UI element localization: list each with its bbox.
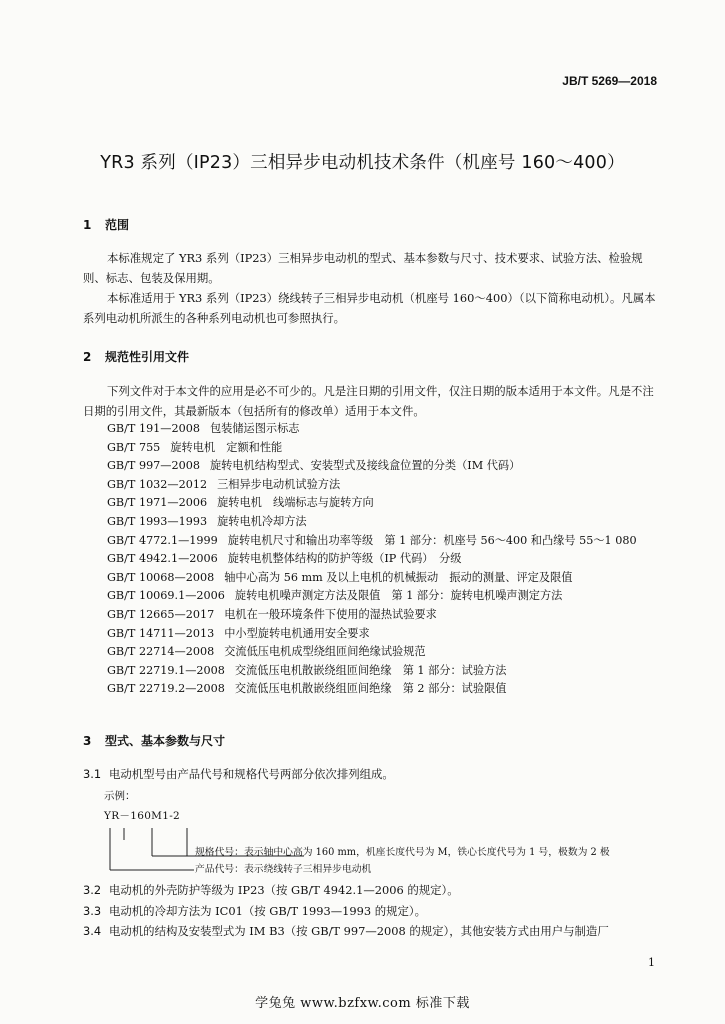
reference-title: 包装储运图示标志 — [209, 422, 300, 435]
spec-code-note: 规格代号：表示轴中心高为 160 mm，机座长度代号为 M，铁心长度代号为 1 号，极数为 2 极 — [195, 847, 610, 858]
reference-title: 旋转电机结构型式、安装型式及接线盒位置的分类（IM 代码） — [209, 459, 521, 473]
section-3-number: 3 — [83, 734, 92, 748]
section-2-number: 2 — [83, 350, 92, 364]
reference-title: 旋转电机冷却方法 — [217, 514, 307, 528]
reference-item — [107, 587, 637, 606]
page-number: 1 — [648, 956, 655, 969]
reference-code: GB/T 4942.1—2006 — [107, 552, 218, 566]
reference-title: 中小型旋转电机通用安全要求 — [224, 626, 370, 640]
section-3-heading — [83, 732, 225, 749]
reference-title: 轴中心高为 56 mm 及以上电机的机械振动 振动的测量、评定及限值 — [224, 570, 573, 584]
clause-3-4 — [83, 922, 609, 940]
reference-code: GB/T 4772.1—1999 — [107, 533, 218, 547]
clause-3-3-number: 3.3 — [83, 904, 102, 918]
clause-3-2-number: 3.2 — [83, 883, 102, 897]
reference-code: GB/T 22719.1—2008 — [107, 663, 225, 677]
document-title: YR3 系列（IP23）三相异步电动机技术条件（机座号 160～400） — [100, 153, 625, 173]
references-intro: 下列文件对于本文件的应用是必不可少的。凡是注日期的引用文件，仅注日期的版本适用于本文件。凡是不注日期的引用文件，其最新版本（包括所有的修改单）适用于本文件。 — [83, 384, 654, 418]
section-2-heading — [83, 348, 189, 365]
clause-3-2-text: 电动机的外壳防护等级为 IP23（按 GB/T 4942.1—2006 的规定）。 — [109, 883, 459, 897]
reference-item — [107, 513, 637, 532]
clause-3-1-text: 电动机型号由产品代号和规格代号两部分依次排列组成。 — [109, 767, 394, 781]
reference-title: 旋转电机整体结构的防护等级（IP 代码） 分级 — [227, 552, 462, 566]
reference-title: 旋转电机尺寸和输出功率等级 第 1 部分：机座号 56～400 和凸缘号 55～1 080 — [227, 533, 637, 547]
reference-code: GB/T 10069.1—2006 — [107, 589, 225, 603]
reference-title: 旋转电机 线端标志与旋转方向 — [217, 496, 374, 510]
reference-item — [107, 476, 637, 495]
reference-title: 三相异步电动机试验方法 — [217, 477, 341, 491]
scope-paragraph-2: 本标准适用于 YR3 系列（IP23）绕线转子三相异步电动机（机座号 160～400）（以下简称电动机）。凡属本系列电动机所派生的各种系列电动机也可参照执行。 — [83, 291, 656, 325]
clause-3-4-text: 电动机的结构及安装型式为 IM B3（按 GB/T 997—2008 的规定），其他安装方式由用户与制造厂 — [109, 924, 609, 938]
reference-code: GB/T 997—2008 — [107, 459, 200, 473]
section-2-title: 规范性引用文件 — [105, 350, 190, 364]
reference-code: GB/T 14711—2013 — [107, 626, 215, 640]
reference-item — [107, 625, 637, 644]
reference-item — [107, 420, 637, 439]
reference-code: GB/T 10068—2008 — [107, 570, 215, 584]
reference-item — [107, 532, 637, 551]
standard-number: JB/T 5269—2018 — [562, 74, 657, 88]
reference-title: 交流低压电机散嵌绕组匝间绝缘 第 1 部分：试验方法 — [234, 663, 507, 677]
reference-item — [107, 662, 637, 681]
section-3-title: 型式、基本参数与尺寸 — [105, 734, 226, 748]
reference-item — [107, 494, 637, 513]
reference-code: GB/T 191—2008 — [107, 422, 200, 435]
reference-title: 旋转电机噪声测定方法及限值 第 1 部分：旋转电机噪声测定方法 — [234, 589, 563, 603]
reference-item — [107, 643, 637, 662]
reference-title: 电机在一般环境条件下使用的湿热试验要求 — [224, 607, 437, 621]
reference-code: GB/T 22719.2—2008 — [107, 682, 225, 696]
section-1-heading — [83, 216, 129, 233]
reference-list — [107, 420, 637, 699]
reference-item — [107, 439, 637, 458]
reference-item — [107, 680, 637, 699]
reference-item — [107, 457, 637, 476]
product-code-note: 产品代号：表示绕线转子三相异步电动机 — [195, 864, 372, 875]
reference-title: 旋转电机 定额和性能 — [170, 440, 283, 454]
reference-item — [107, 550, 637, 569]
example-label: 示例： — [104, 790, 136, 802]
reference-code: GB/T 1032—2012 — [107, 477, 208, 491]
clause-3-1-number: 3.1 — [83, 767, 102, 781]
reference-title: 交流低压电机散嵌绕组匝间绝缘 第 2 部分：试验限值 — [234, 682, 507, 696]
reference-title: 交流低压电机成型绕组匝间绝缘试验规范 — [224, 645, 426, 659]
reference-code: GB/T 22714—2008 — [107, 645, 215, 659]
reference-code: GB/T 755 — [107, 440, 161, 454]
clause-3-4-number: 3.4 — [83, 924, 102, 938]
site-watermark: 学兔兔 www.bzfxw.com 标准下载 — [255, 996, 470, 1011]
clause-3-3 — [83, 902, 426, 920]
section-1-title: 范围 — [105, 218, 130, 232]
model-code-example: YR－160M1-2 — [104, 810, 181, 822]
reference-item — [107, 569, 637, 588]
clause-3-2 — [83, 881, 459, 899]
scope-paragraph-1: 本标准规定了 YR3 系列（IP23）三相异步电动机的型式、基本参数与尺寸、技术要求、试验方法、检验规则、标志、包装及保用期。 — [83, 251, 643, 285]
reference-code: GB/T 1993—1993 — [107, 514, 208, 528]
section-1-number: 1 — [83, 218, 92, 232]
clause-3-3-text: 电动机的冷却方法为 IC01（按 GB/T 1993—1993 的规定）。 — [109, 904, 427, 918]
reference-item — [107, 606, 637, 625]
clause-3-1 — [83, 765, 394, 783]
reference-code: GB/T 12665—2017 — [107, 607, 215, 621]
reference-code: GB/T 1971—2006 — [107, 496, 208, 510]
